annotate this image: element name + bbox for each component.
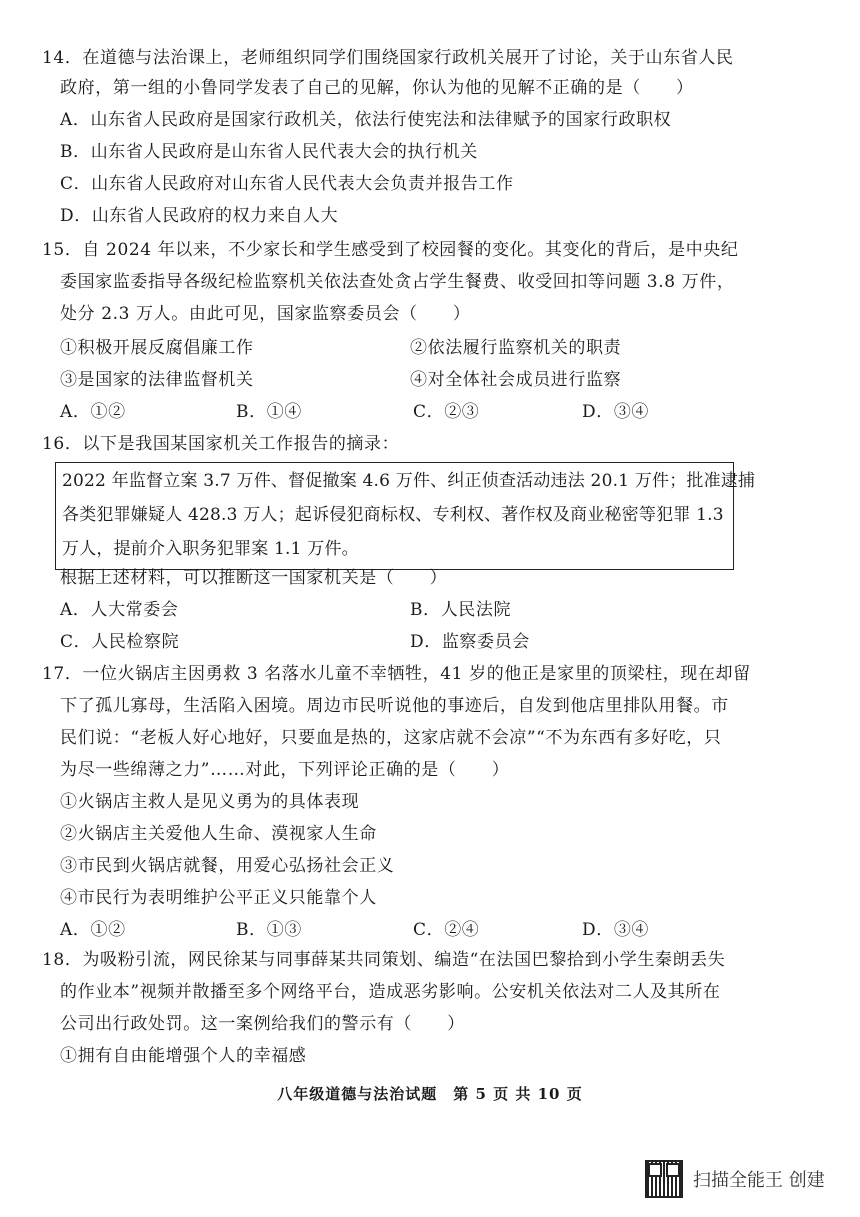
q18-stem-line3: 公司出行政处罚。这一案例给我们的警示有（ ） (60, 1014, 465, 1034)
q14-stem-line1: 14．在道德与法治课上，老师组织同学们围绕国家行政机关展开了讨论，关于山东省人民 (42, 48, 734, 68)
q17-option-b: B．①③ (236, 920, 302, 940)
q16-option-d: D．监察委员会 (410, 632, 530, 652)
q17-option-d: D．③④ (582, 920, 650, 940)
q15-stem-line3: 处分 2.3 万人。由此可见，国家监察委员会（ ） (60, 304, 471, 324)
q15-stem-line1: 15．自 2024 年以来，不少家长和学生感受到了校园餐的变化。其变化的背后，是中央纪 (42, 240, 739, 260)
q15-statement-3: ③是国家的法律监督机关 (60, 370, 254, 390)
q18-stem-line1: 18．为吸粉引流，网民徐某与同事薛某共同策划、编造“在法国巴黎拾到小学生秦朗丢失 (42, 950, 726, 970)
q15-statement-1: ①积极开展反腐倡廉工作 (60, 338, 254, 358)
q17-statement-2: ②火锅店主关爱他人生命、漠视家人生命 (60, 824, 377, 844)
q16-stem-line2: 根据上述材料，可以推断这一国家机关是（ ） (60, 568, 448, 588)
q17-stem-line1: 17．一位火锅店主因勇救 3 名落水儿童不幸牺牲，41 岁的他正是家里的顶梁柱，现在却留 (42, 664, 751, 684)
q16-option-a: A．人大常委会 (60, 600, 179, 620)
q17-stem-line4: 为尽一些绵薄之力”……对此，下列评论正确的是（ ） (60, 760, 510, 780)
q15-option-c: C．②③ (413, 402, 480, 422)
q16-option-c: C．人民检察院 (60, 632, 180, 652)
q15-option-b: B．①④ (236, 402, 302, 422)
scanner-watermark (645, 1160, 825, 1198)
q16-material-line2: 各类犯罪嫌疑人 428.3 万人；起诉侵犯商标权、专利权、著作权及商业秘密等犯罪 1.3 (62, 505, 724, 525)
watermark-text: 扫描全能王 创建 (693, 1170, 825, 1191)
q18-statement-1: ①拥有自由能增强个人的幸福感 (60, 1046, 307, 1066)
q16-material-box (55, 462, 756, 570)
q17-statement-3: ③市民到火锅店就餐，用爱心弘扬社会正义 (60, 856, 395, 876)
q17-statement-4: ④市民行为表明维护公平正义只能靠个人 (60, 888, 377, 908)
q16-option-b: B．人民法院 (410, 600, 512, 620)
q14-option-a: A．山东省人民政府是国家行政机关，依法行使宪法和法律赋予的国家行政职权 (60, 110, 672, 130)
q15-stem-line2: 委国家监委指导各级纪检监察机关依法查处贪占学生餐费、收受回扣等问题 3.8 万件， (60, 272, 735, 292)
q14-option-c: C．山东省人民政府对山东省人民代表大会负责并报告工作 (60, 174, 514, 194)
q17-stem-line2: 下了孤儿寡母，生活陷入困境。周边市民听说他的事迹后，自发到他店里排队用餐。市 (60, 696, 729, 716)
q17-option-a: A．①② (60, 920, 126, 940)
q18-stem-line2: 的作业本”视频并散播至多个网络平台，造成恶劣影响。公安机关依法对二人及其所在 (60, 982, 721, 1002)
page-footer: 八年级道德与法治试题 第 5 页 共 10 页 (277, 1085, 583, 1103)
q15-option-d: D．③④ (582, 402, 650, 422)
q15-option-a: A．①② (60, 402, 126, 422)
q15-statement-4: ④对全体社会成员进行监察 (410, 370, 622, 390)
qr-code-icon (645, 1160, 683, 1198)
q16-stem-line1: 16．以下是我国某国家机关工作报告的摘录： (42, 434, 400, 454)
q17-statement-1: ①火锅店主救人是见义勇为的具体表现 (60, 792, 360, 812)
q17-stem-line3: 民们说：“老板人好心地好，只要血是热的，这家店就不会凉”“不为东西有多好吃，只 (60, 728, 722, 748)
q17-option-c: C．②④ (413, 920, 480, 940)
q16-material-line3: 万人，提前介入职务犯罪案 1.1 万件。 (62, 539, 359, 559)
q14-option-d: D．山东省人民政府的权力来自人大 (60, 206, 339, 226)
q14-stem-line2: 政府，第一组的小鲁同学发表了自己的见解，你认为他的见解不正确的是（ ） (60, 78, 694, 98)
q14-option-b: B．山东省人民政府是山东省人民代表大会的执行机关 (60, 142, 478, 162)
q15-statement-2: ②依法履行监察机关的职责 (410, 338, 622, 358)
q16-material-line1: 2022 年监督立案 3.7 万件、督促撤案 4.6 万件、纠正侦查活动违法 20.1 万件；批准逮捕 (62, 471, 756, 491)
